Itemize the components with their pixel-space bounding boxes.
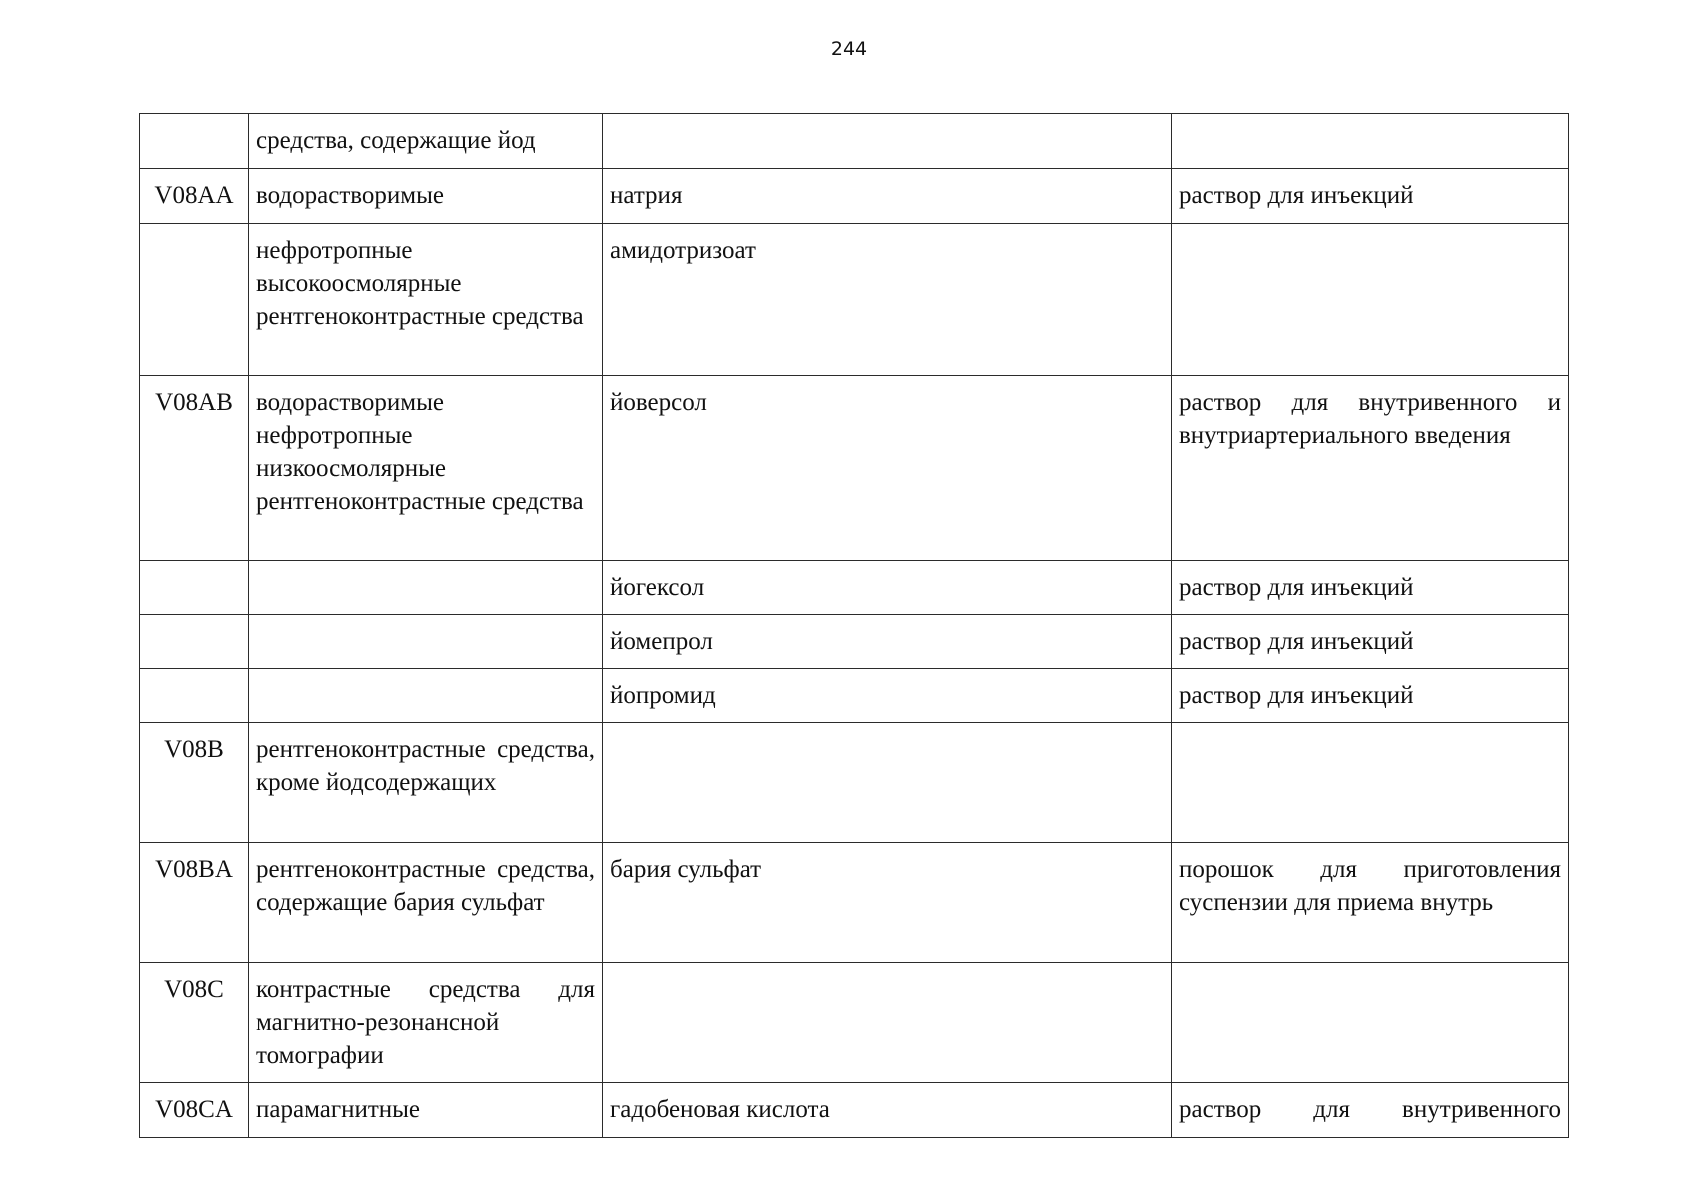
- drug-cell: амидотризоат: [603, 224, 1172, 376]
- group-cell: рентгеноконтрастные средства, содержащие бария сульфат: [249, 843, 603, 963]
- atc-code-cell: V08AB: [140, 376, 249, 561]
- drug-cell: [603, 723, 1172, 843]
- form-cell: раствор для инъекций: [1172, 561, 1569, 615]
- atc-code-cell: [140, 224, 249, 376]
- table-row: [140, 723, 1569, 843]
- drug-cell: бария сульфат: [603, 843, 1172, 963]
- drug-cell: натрия: [603, 169, 1172, 224]
- group-cell: [249, 561, 603, 615]
- drug-cell: йопромид: [603, 669, 1172, 723]
- form-cell: [1172, 963, 1569, 1083]
- form-cell: раствор для внутривенного и внутриартериального введения: [1172, 376, 1569, 561]
- atc-code-cell: V08AA: [140, 169, 249, 224]
- atc-code-cell: [140, 561, 249, 615]
- drug-cell: [603, 114, 1172, 169]
- group-cell: водорастворимые: [249, 169, 603, 224]
- form-cell: раствор для инъекций: [1172, 669, 1569, 723]
- form-cell: порошок для приготовления суспензии для приема внутрь: [1172, 843, 1569, 963]
- group-cell: контрастные средства для магнитно-резонансной томографии: [249, 963, 603, 1083]
- group-cell: рентгеноконтрастные средства, кроме йодсодержащих: [249, 723, 603, 843]
- table-row: [140, 615, 1569, 669]
- group-cell: [249, 669, 603, 723]
- atc-code-cell: [140, 669, 249, 723]
- group-cell: водорастворимые нефротропные низкоосмолярные рентгеноконтрастные средства: [249, 376, 603, 561]
- group-cell: [249, 615, 603, 669]
- group-cell: средства, содержащие йод: [249, 114, 603, 169]
- drug-table: [139, 113, 1569, 1138]
- table-row: [140, 224, 1569, 376]
- atc-code-cell: V08B: [140, 723, 249, 843]
- atc-code-cell: [140, 615, 249, 669]
- table-row: [140, 114, 1569, 169]
- drug-cell: гадобеновая кислота: [603, 1083, 1172, 1138]
- drug-cell: йогексол: [603, 561, 1172, 615]
- form-cell: раствор для инъекций: [1172, 169, 1569, 224]
- drug-cell: [603, 963, 1172, 1083]
- table-row: [140, 1083, 1569, 1138]
- form-cell: [1172, 224, 1569, 376]
- form-cell: раствор для инъекций: [1172, 615, 1569, 669]
- atc-code-cell: [140, 114, 249, 169]
- table-row: [140, 169, 1569, 224]
- table-row: [140, 376, 1569, 561]
- group-cell: нефротропные высокоосмолярные рентгеноконтрастные средства: [249, 224, 603, 376]
- form-cell: раствор для внутривенного: [1172, 1083, 1569, 1138]
- form-cell: [1172, 114, 1569, 169]
- table-row: [140, 561, 1569, 615]
- drug-cell: йоверсол: [603, 376, 1172, 561]
- atc-code-cell: V08C: [140, 963, 249, 1083]
- form-cell: [1172, 723, 1569, 843]
- atc-code-cell: V08CA: [140, 1083, 249, 1138]
- table-row: [140, 843, 1569, 963]
- page-number: 244: [830, 38, 868, 60]
- drug-cell: йомепрол: [603, 615, 1172, 669]
- table-row: [140, 963, 1569, 1083]
- table-row: [140, 669, 1569, 723]
- atc-code-cell: V08BA: [140, 843, 249, 963]
- group-cell: парамагнитные: [249, 1083, 603, 1138]
